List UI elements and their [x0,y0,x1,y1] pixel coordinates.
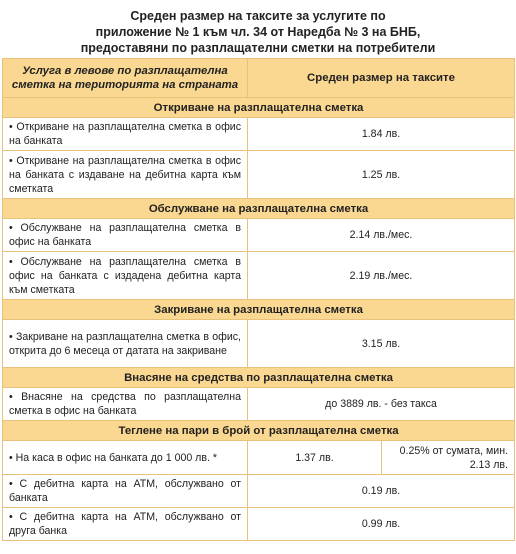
fee-value-percent: 0.25% от сумата, мин. 2.13 лв. [382,441,515,475]
section-title: Закриване на разплащателна сметка [3,300,515,320]
fee-value: до 3889 лв. - без такса [248,388,515,421]
section-title: Внасяне на средства по разплащателна сметка [3,368,515,388]
section-row-opening [3,98,515,118]
service-description: • С дебитна карта на АТМ, обслужвано от банката [3,475,248,508]
section-title: Обслужване на разплащателна сметка [3,199,515,219]
section-title: Откриване на разплащателна сметка [3,98,515,118]
table-header-row [3,59,515,98]
service-description: • Обслужване на разплащателна сметка в офис на банката [3,219,248,252]
service-description: • Внасяне на средства по разплащателна сметка в офис на банката [3,388,248,421]
table-row [3,118,515,151]
header-service: Услуга в левове по разплащателна сметка на територията на страната [3,59,248,98]
table-row [3,508,515,541]
section-row-deposit [3,368,515,388]
header-fee: Среден размер на таксите [248,59,515,98]
service-description: • На каса в офис на банката до 1 000 лв. * [3,441,248,475]
service-description: • Откриване на разплащателна сметка в офис на банката с издаване на дебитна карта към сметката [3,151,248,199]
fee-value: 1.37 лв. [248,441,382,475]
title-line-1: Среден размер на таксите за услугите по [130,9,386,23]
table-row [3,320,515,368]
table-row [3,388,515,421]
table-row [3,475,515,508]
fee-value: 0.19 лв. [248,475,515,508]
fee-value: 2.19 лв./мес. [248,252,515,300]
fee-value: 1.84 лв. [248,118,515,151]
fees-table [2,58,515,541]
service-description: • С дебитна карта на АТМ, обслужвано от друга банка [3,508,248,541]
table-row [3,252,515,300]
section-row-servicing [3,199,515,219]
title-line-3: предоставяни по разплащателни сметки на потребители [80,41,436,55]
service-description: • Обслужване на разплащателна сметка в офис на банката с издадена дебитна карта към сметката [3,252,248,300]
section-title: Теглене на пари в брой от разплащателна сметка [3,421,515,441]
fee-value: 3.15 лв. [248,320,515,368]
table-row [3,441,515,475]
table-row [3,219,515,252]
service-description: • Откриване на разплащателна сметка в офис на банката [3,118,248,151]
section-row-withdrawal [3,421,515,441]
document-title [0,0,516,55]
fee-value: 2.14 лв./мес. [248,219,515,252]
fee-value: 0.99 лв. [248,508,515,541]
table-row [3,151,515,199]
service-description: • Закриване на разплащателна сметка в офис, открита до 6 месеца от датата на закриване [3,320,248,368]
title-line-2: приложение № 1 към чл. 34 от Наредба № 3 на БНБ, [95,25,421,39]
fee-value: 1.25 лв. [248,151,515,199]
section-row-closing [3,300,515,320]
